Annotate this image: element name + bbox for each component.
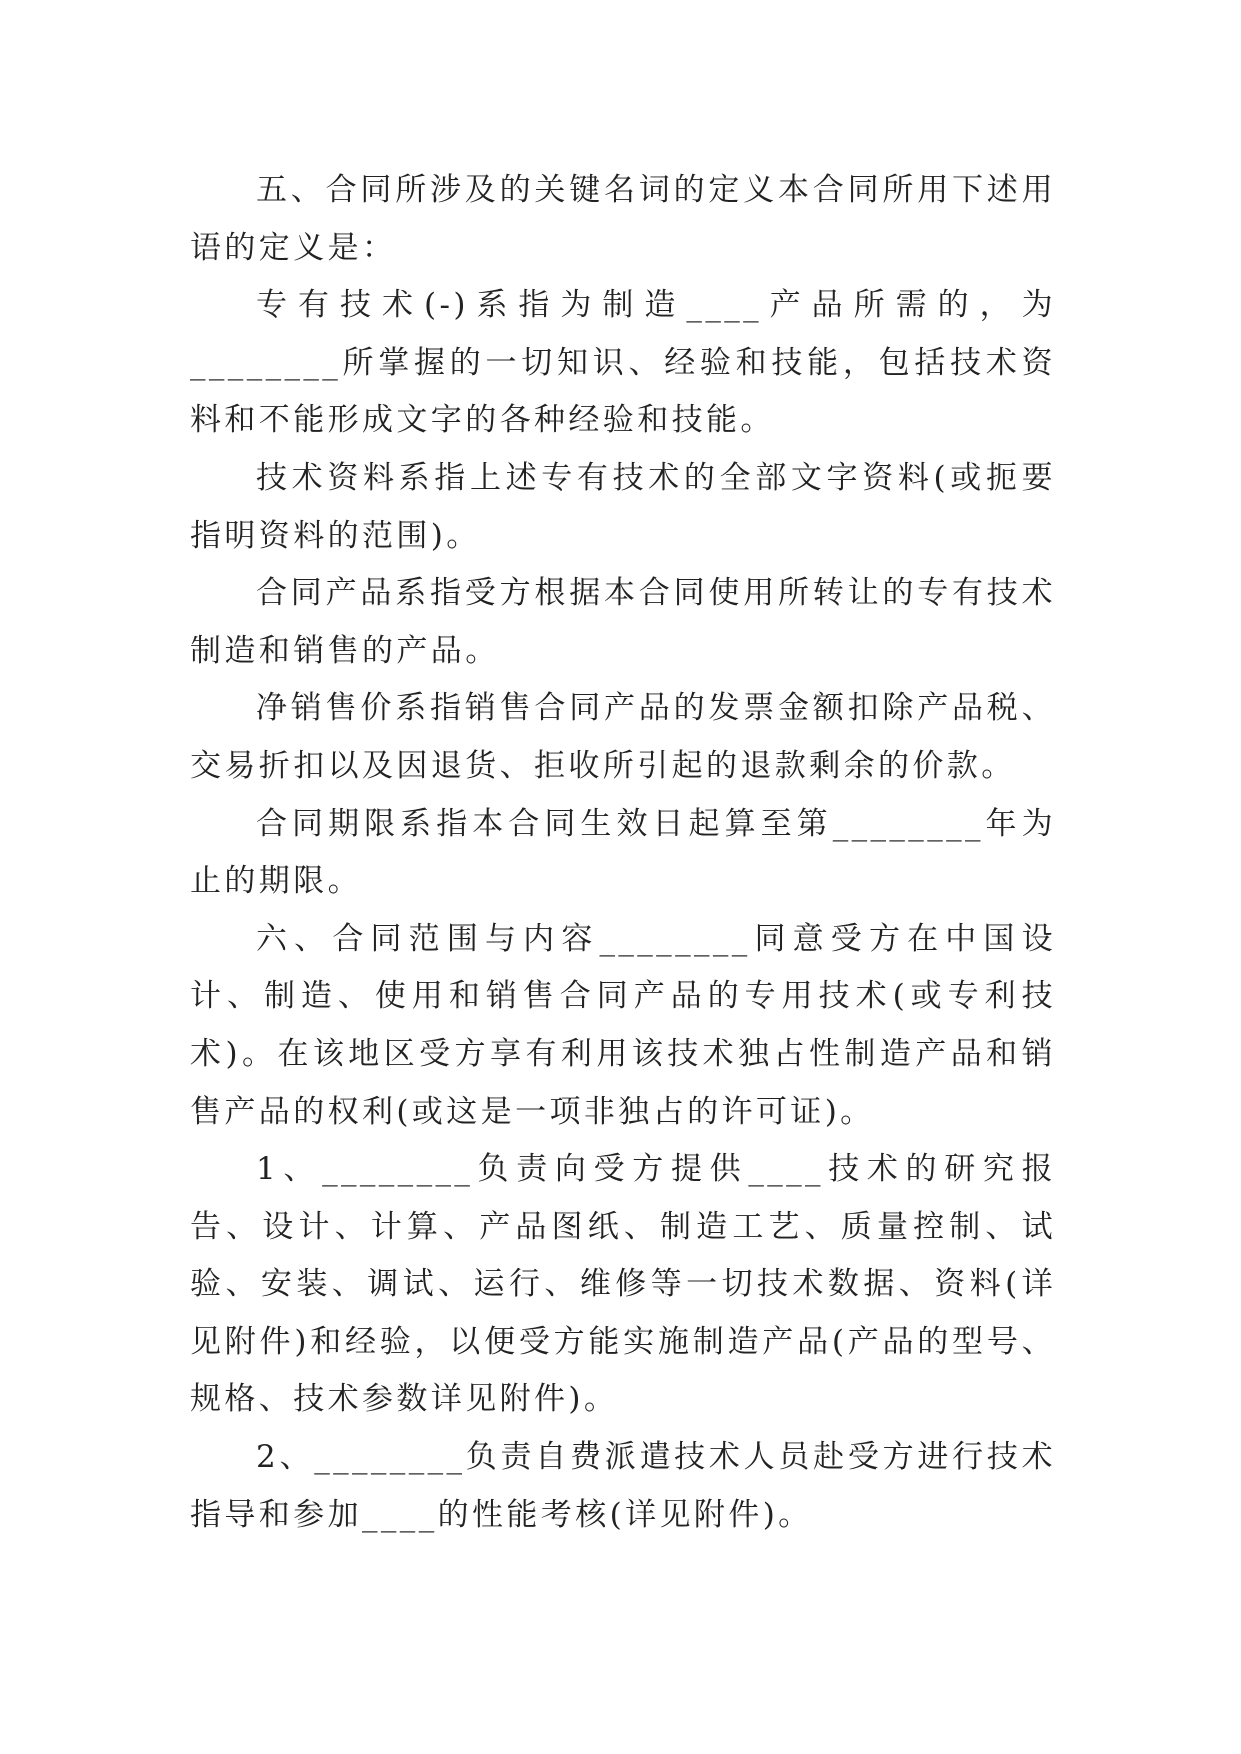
paragraph-scope-heading: 六、合同范围与内容________同意受方在中国设计、制造、使用和销售合同产品的专用技术(或专利技术)。在该地区受方享有利用该技术独占性制造产品和销售产品的权利(或这是一项非独占的许可证)。 (190, 920, 1056, 1130)
paragraph-contract-product-definition: 合同产品系指受方根据本合同使用所转让的专有技术制造和销售的产品。 (190, 575, 1056, 669)
paragraph-know-how-definition: 专有技术(-)系指为制造____产品所需的，为________所掌握的一切知识、经验和技能，包括技术资料和不能形成文字的各种经验和技能。 (190, 287, 1056, 439)
paragraph-contract-term-definition: 合同期限系指本合同生效日起算至第________年为止的期限。 (190, 805, 1056, 900)
paragraph-scope-item-2: 2、________负责自费派遣技术人员赴受方进行技术指导和参加____的性能考核(详见附件)。 (190, 1439, 1056, 1533)
paragraph-net-price-definition: 净销售价系指销售合同产品的发票金额扣除产品税、交易折扣以及因退货、拒收所引起的退款剩余的价款。 (190, 690, 1056, 784)
paragraph-technical-data-definition: 技术资料系指上述专有技术的全部文字资料(或扼要指明资料的范围)。 (190, 459, 1056, 554)
document-body (190, 162, 1056, 1544)
paragraph-scope-item-1: 1、________负责向受方提供____技术的研究报告、设计、计算、产品图纸、制造工艺、质量控制、试验、安装、调试、运行、维修等一切技术数据、资料(详见附件)和经验，以便受方能实施制造产品(产品的型号、规格、技术参数详见附件)。 (190, 1151, 1056, 1418)
paragraph-definitions-heading: 五、合同所涉及的关键名词的定义本合同所用下述用语的定义是： (190, 172, 1056, 266)
